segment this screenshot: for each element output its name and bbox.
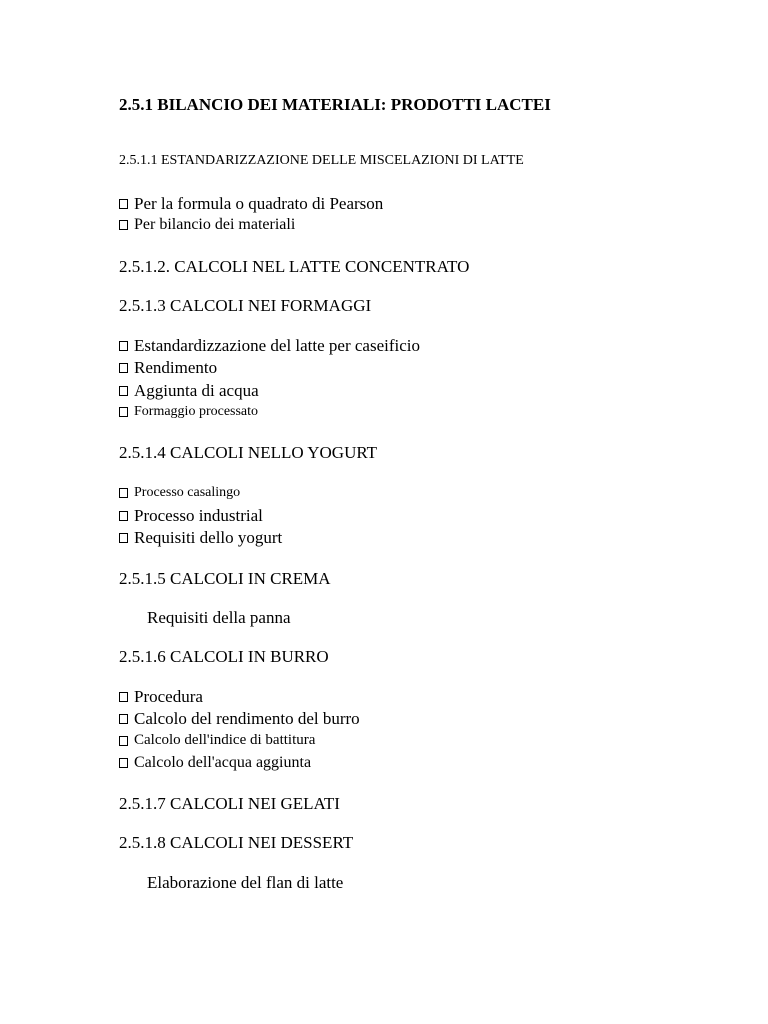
list-item: Aggiunta di acqua bbox=[119, 382, 259, 399]
list-item: Calcolo dell'indice di battitura bbox=[119, 733, 315, 748]
list-item: Calcolo dell'acqua aggiunta bbox=[119, 755, 311, 771]
bullet-box-icon bbox=[119, 692, 128, 702]
bullet-box-icon bbox=[119, 407, 128, 417]
section-heading-2-5-1-1: 2.5.1.1 ESTANDARIZZAZIONE DELLE MISCELAZIONI DI LATTE bbox=[119, 153, 524, 168]
bullet-box-icon bbox=[119, 386, 128, 396]
list-item: Requisiti dello yogurt bbox=[119, 529, 282, 546]
bullet-box-icon bbox=[119, 220, 128, 230]
section-heading-2-5-1-6: 2.5.1.6 CALCOLI IN BURRO bbox=[119, 647, 329, 666]
section-heading-2-5-1-4: 2.5.1.4 CALCOLI NELLO YOGURT bbox=[119, 443, 378, 462]
section-heading-2-5-1-7: 2.5.1.7 CALCOLI NEI GELATI bbox=[119, 794, 340, 813]
document-title: 2.5.1 BILANCIO DEI MATERIALI: PRODOTTI LACTEI bbox=[119, 95, 551, 114]
list-item: Formaggio processato bbox=[119, 405, 258, 419]
bullet-box-icon bbox=[119, 736, 128, 746]
list-item: Processo casalingo bbox=[119, 486, 240, 500]
bullet-box-icon bbox=[119, 758, 128, 768]
bullet-box-icon bbox=[119, 714, 128, 724]
list-item: Estandardizzazione del latte per caseificio bbox=[119, 337, 420, 354]
section-heading-2-5-1-5: 2.5.1.5 CALCOLI IN CREMA bbox=[119, 569, 331, 588]
list-item: Per la formula o quadrato di Pearson bbox=[119, 195, 383, 212]
bullet-box-icon bbox=[119, 363, 128, 373]
bullet-box-icon bbox=[119, 199, 128, 209]
section-heading-2-5-1-8: 2.5.1.8 CALCOLI NEI DESSERT bbox=[119, 833, 354, 852]
paragraph-text: Elaborazione del flan di latte bbox=[147, 873, 344, 892]
section-heading-2-5-1-3: 2.5.1.3 CALCOLI NEI FORMAGGI bbox=[119, 296, 372, 315]
list-item: Processo industrial bbox=[119, 507, 263, 524]
paragraph-text: Requisiti della panna bbox=[147, 608, 291, 627]
bullet-box-icon bbox=[119, 511, 128, 521]
section-heading-2-5-1-2: 2.5.1.2. CALCOLI NEL LATTE CONCENTRATO bbox=[119, 257, 470, 276]
bullet-box-icon bbox=[119, 341, 128, 351]
list-item: Calcolo del rendimento del burro bbox=[119, 710, 360, 727]
list-item: Procedura bbox=[119, 688, 203, 705]
list-item: Per bilancio dei materiali bbox=[119, 217, 295, 233]
list-item: Rendimento bbox=[119, 359, 217, 376]
bullet-box-icon bbox=[119, 488, 128, 498]
bullet-box-icon bbox=[119, 533, 128, 543]
